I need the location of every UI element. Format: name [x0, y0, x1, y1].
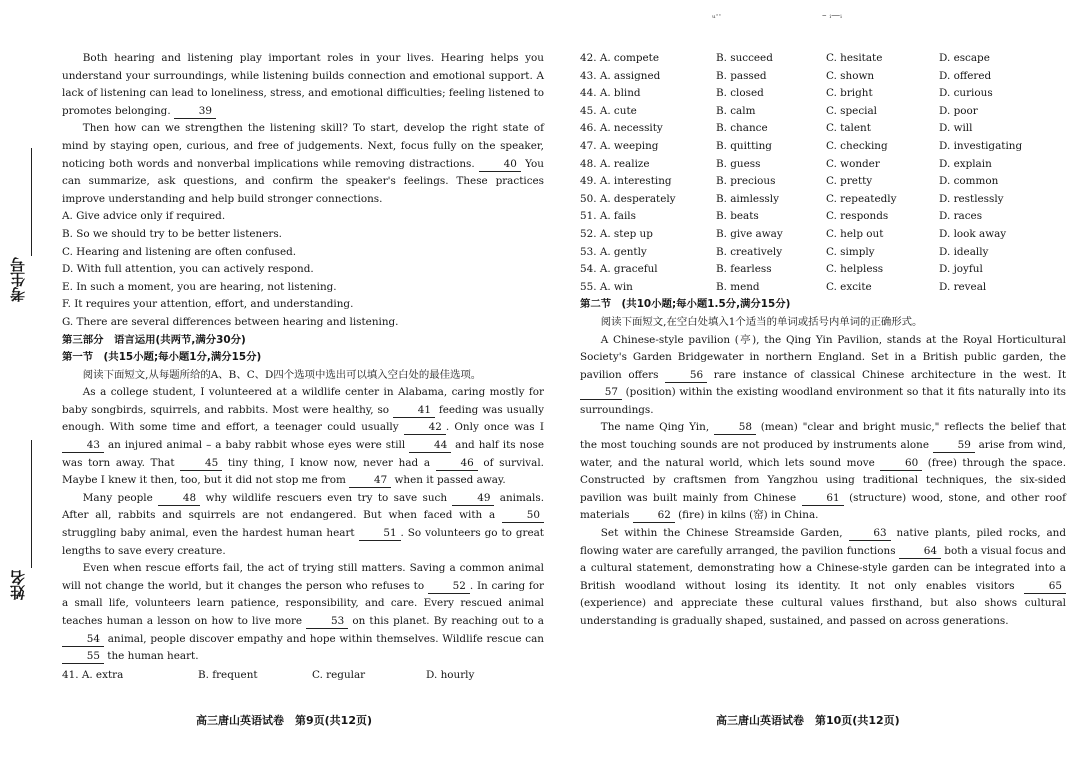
paragraph: [62, 490, 544, 560]
text-run: on this planet. By reaching out to a: [348, 615, 544, 627]
blank-61[interactable]: 61: [802, 492, 844, 506]
passage-seven-choose-five: [62, 50, 544, 208]
option: D. look away: [939, 227, 1007, 240]
option: 55. A. win: [580, 280, 633, 293]
text-run: As a college student, I volunteered at a wildlife center in Alabama, caring mostly for baby songbirds, squirrels, and rabbits. Most were healthy, so: [62, 386, 544, 416]
paragraph: [62, 120, 544, 208]
question-options-row: [580, 68, 1066, 86]
option: C. wonder: [826, 157, 880, 170]
option: C. pretty: [826, 175, 873, 188]
option: C. shown: [826, 69, 875, 82]
option: D. curious: [939, 87, 993, 100]
question-options-row: [580, 120, 1066, 138]
scan-mark: – ᵢ—ᵢ: [822, 11, 842, 21]
option: B. creatively: [716, 245, 783, 258]
blank-47[interactable]: 47: [349, 474, 391, 488]
text-run: tiny thing, I know now, never had a: [222, 456, 436, 469]
text-run: . So volunteers go to great lengths to save every creature.: [62, 527, 544, 557]
paragraph: [580, 419, 1066, 525]
option: D. investigating: [939, 139, 1023, 152]
blank-55[interactable]: 55: [62, 650, 104, 664]
option: C. special: [826, 104, 877, 117]
option: B. give away: [716, 227, 783, 240]
option-line: B. So we should try to be better listeners.: [62, 227, 282, 240]
option: B. precious: [716, 175, 776, 188]
section-heading: 第二节 (共10小题;每小题1.5分,满分15分): [580, 298, 791, 311]
option: 44. A. blind: [580, 87, 641, 100]
blank-54[interactable]: 54: [62, 633, 104, 647]
blank-58[interactable]: 58: [714, 421, 756, 435]
text-run: Set within the Chinese Streamside Garden,: [600, 527, 849, 540]
blank-49[interactable]: 49: [452, 492, 494, 506]
question-options-row: [580, 156, 1066, 174]
option-line: C. Hearing and listening are often confused.: [62, 245, 297, 258]
option: D. restlessly: [939, 192, 1004, 205]
option: B. aimlessly: [716, 192, 779, 205]
text-run: struggling baby animal, even the hardest human heart: [62, 527, 359, 540]
blank-60[interactable]: 60: [880, 457, 922, 471]
text-run: arise from wind, water, and the natural world, which lets sound move: [580, 439, 1066, 469]
text-run: Many people: [82, 491, 159, 504]
option: 48. A. realize: [580, 157, 650, 170]
text-run: Even when rescue efforts fail, the act of trying still matters. Saving a common animal will not change the world, but it changes the person who refuses to: [62, 562, 544, 592]
option: B. passed: [716, 69, 767, 82]
text-run: (experience) and appreciate these cultural values firsthand, but also shows cultural understanding is gradually shaped, sustained, and passed on across generations.: [580, 597, 1066, 627]
option: B. closed: [716, 87, 764, 100]
cloze-passage: [62, 384, 544, 666]
text-run: Both hearing and listening play important roles in your lives. Hearing helps you understand your surroundings, while listening builds connection and emotional support. A lack of listening can lead to loneliness, stress, and emotional difficulties; feeling listened to promotes belonging.: [62, 52, 544, 117]
instruction: 阅读下面短文,在空白处填入1个适当的单词或括号内单词的正确形式。: [600, 315, 923, 328]
page-footer: 高三唐山英语试卷 第9页(共12页): [196, 714, 373, 727]
option: C. checking: [826, 139, 888, 152]
text-run: the human heart.: [104, 650, 199, 663]
option: C. helpless: [826, 263, 884, 276]
text-run: of survival. Maybe I knew it then, too, but it did not stop me from: [62, 456, 544, 487]
option: D. offered: [939, 69, 992, 82]
blank-65[interactable]: 65: [1024, 580, 1066, 594]
option: B. succeed: [716, 52, 773, 64]
page-9: [62, 50, 544, 684]
text-run: an injured animal – a baby rabbit whose eyes were still: [104, 439, 410, 452]
blank-56[interactable]: 56: [665, 369, 707, 383]
question-options-row: [580, 208, 1066, 226]
question-options-row: [580, 261, 1066, 279]
cloze-options: [580, 50, 1066, 296]
blank-62[interactable]: 62: [633, 509, 675, 523]
option: D. will: [939, 122, 973, 135]
option: C. simply: [826, 245, 875, 258]
option: C. excite: [826, 280, 872, 293]
question-options-row: [580, 244, 1066, 262]
paragraph: [580, 525, 1066, 631]
grammar-passage: [580, 332, 1066, 631]
option-line: G. There are several differences between hearing and listening.: [62, 315, 399, 328]
text-run: . In caring for a small life, volunteers learn patience, responsibility, and care. Every rescued animal teaches human a lesson on how to live more: [62, 579, 544, 627]
text-run: You can summarize, ask questions, and confirm the speaker's feelings. These practices improve understanding and help build stronger connections.: [62, 157, 544, 205]
part-heading: 第三部分 语言运用(共两节,满分30分): [62, 333, 246, 346]
page-footer: 高三唐山英语试卷 第10页(共12页): [716, 714, 900, 727]
text-run: animal, people discover empathy and hope within themselves. Wildlife rescue can: [104, 632, 544, 645]
blank-42[interactable]: 42: [404, 421, 446, 435]
paragraph: [62, 50, 544, 120]
option-line: D. With full attention, you can actively respond.: [62, 263, 314, 276]
option: C. regular: [312, 668, 366, 681]
blank-46[interactable]: 46: [436, 457, 478, 471]
text-run: (mean) "clear and bright music," reflects the belief that the most touching sounds are not produced by instruments alone: [580, 421, 1066, 452]
passage-options: [62, 208, 544, 331]
text-run: when it passed away.: [391, 474, 506, 487]
blank-43[interactable]: 43: [62, 439, 104, 453]
option: C. repeatedly: [826, 192, 897, 205]
text-run: native plants, piled rocks, and flowing water are carefully arranged, the pavilion functions: [580, 527, 1067, 557]
option: D. ideally: [939, 245, 989, 258]
option: 43. A. assigned: [580, 69, 661, 82]
blank-52[interactable]: 52: [428, 580, 470, 594]
option: D. poor: [939, 104, 978, 117]
option: 45. A. cute: [580, 104, 637, 117]
scan-mark: ᵤ··: [712, 11, 722, 21]
exam-number-label: 考生号: [9, 257, 27, 302]
text-run: feeding was usually enough. With some time and effort, a teenager could usually: [62, 403, 544, 434]
section-heading: 第一节 (共15小题;每小题1分,满分15分): [62, 351, 262, 364]
question-options-row: [580, 50, 1066, 68]
option: 52. A. step up: [580, 227, 653, 240]
blank-57[interactable]: 57: [580, 386, 622, 400]
text-run: A Chinese-style pavilion (亭), the Qing Yin Pavilion, stands at the Royal Horticultural Society's Garden Bridgewater in northern England. Set in a British public garden, the pavilion offers: [580, 333, 1066, 381]
exam-number-line: [31, 148, 32, 256]
name-label: 姓名: [9, 570, 27, 600]
option: C. talent: [826, 122, 871, 135]
option: B. fearless: [716, 263, 772, 276]
option: D. races: [939, 210, 983, 223]
blank-39[interactable]: 39: [174, 105, 216, 119]
option-line: F. It requires your attention, effort, and understanding.: [62, 298, 354, 311]
text-run: (fire) in kilns (窑) in China.: [674, 509, 819, 522]
blank-40[interactable]: 40: [479, 158, 521, 172]
blank-45[interactable]: 45: [180, 457, 222, 471]
question-options-row: [580, 138, 1066, 156]
text-run: both a visual focus and a cultural statement, demonstrating how a Chinese-style garden can be integrated into a British woodland without losing its identity. It not only enables visitors: [580, 544, 1067, 592]
option: 54. A. graceful: [580, 263, 658, 276]
option-line: E. In such a moment, you are hearing, not listening.: [62, 280, 337, 293]
blank-44[interactable]: 44: [409, 439, 451, 453]
option: B. guess: [716, 157, 761, 170]
option: B. beats: [716, 210, 759, 223]
option: D. reveal: [939, 280, 987, 293]
paragraph: [62, 560, 544, 666]
option: 51. A. fails: [580, 210, 636, 223]
blank-53[interactable]: 53: [306, 615, 348, 629]
option: B. chance: [716, 122, 768, 135]
option: C. responds: [826, 210, 889, 223]
question-options-row: [580, 279, 1066, 297]
text-run: why wildlife rescuers even try to save such: [200, 491, 453, 504]
question-options-row: [580, 85, 1066, 103]
text-run: and half its nose was torn away. That: [62, 439, 544, 469]
blank-64[interactable]: 64: [899, 545, 941, 559]
text-run: The name Qing Yin,: [600, 421, 714, 434]
question-options-row: [580, 191, 1066, 209]
option: 42. A. compete: [580, 52, 659, 64]
option: D. joyful: [939, 263, 983, 276]
option: 53. A. gently: [580, 245, 647, 258]
option: C. bright: [826, 87, 873, 100]
question-options-row: [580, 103, 1066, 121]
blank-63[interactable]: 63: [849, 527, 891, 541]
text-run: rare instance of classical Chinese architecture in the west. It: [707, 368, 1067, 381]
name-line: [31, 440, 32, 568]
text-run: animals. After all, rabbits and squirrels are not endangered. But when faced with a: [62, 491, 544, 522]
text-run: (position) within the existing woodland environment so that it fits naturally into its surroundings.: [580, 386, 1066, 416]
instruction: 阅读下面短文,从每题所给的A、B、C、D四个选项中选出可以填入空白处的最佳选项。: [82, 368, 482, 381]
option: B. quitting: [716, 139, 772, 152]
question-options-row: [580, 173, 1066, 191]
question-41-options: [62, 667, 544, 685]
option: D. escape: [939, 52, 990, 64]
question-options-row: [580, 226, 1066, 244]
option: D. common: [939, 175, 999, 188]
paragraph: [62, 384, 544, 490]
paragraph: [580, 332, 1066, 420]
option: B. calm: [716, 104, 756, 117]
option: 47. A. weeping: [580, 139, 659, 152]
text-run: (structure) wood, stone, and other roof materials: [580, 491, 1066, 522]
blank-50[interactable]: 50: [502, 509, 544, 523]
option: 46. A. necessity: [580, 122, 663, 135]
text-run: (free) through the space. Constructed by craftsmen from Yangzhou using traditional techniques, the six-sided pavilion was built mainly from Chinese: [580, 456, 1066, 504]
option: B. mend: [716, 280, 760, 293]
option: B. frequent: [198, 668, 258, 681]
text-run: . Only once was I: [445, 421, 544, 434]
option: 49. A. interesting: [580, 175, 672, 188]
option: D. hourly: [426, 668, 475, 681]
blank-48[interactable]: 48: [158, 492, 200, 506]
page-10: [580, 50, 1066, 631]
option: C. hesitate: [826, 52, 883, 64]
blank-51[interactable]: 51: [359, 527, 401, 541]
option: D. explain: [939, 157, 992, 170]
blank-59[interactable]: 59: [933, 439, 975, 453]
blank-41[interactable]: 41: [393, 404, 435, 418]
option: 41. A. extra: [62, 668, 124, 681]
option: C. help out: [826, 227, 884, 240]
option-line: A. Give advice only if required.: [62, 210, 226, 223]
text-run: Then how can we strengthen the listening skill? To start, develop the right state of mind by staying open, curious, and free of judgements. Next, focus fully on the speaker, noticing both words and nonverbal implications while removing distractions.: [62, 122, 544, 170]
option: 50. A. desperately: [580, 192, 676, 205]
